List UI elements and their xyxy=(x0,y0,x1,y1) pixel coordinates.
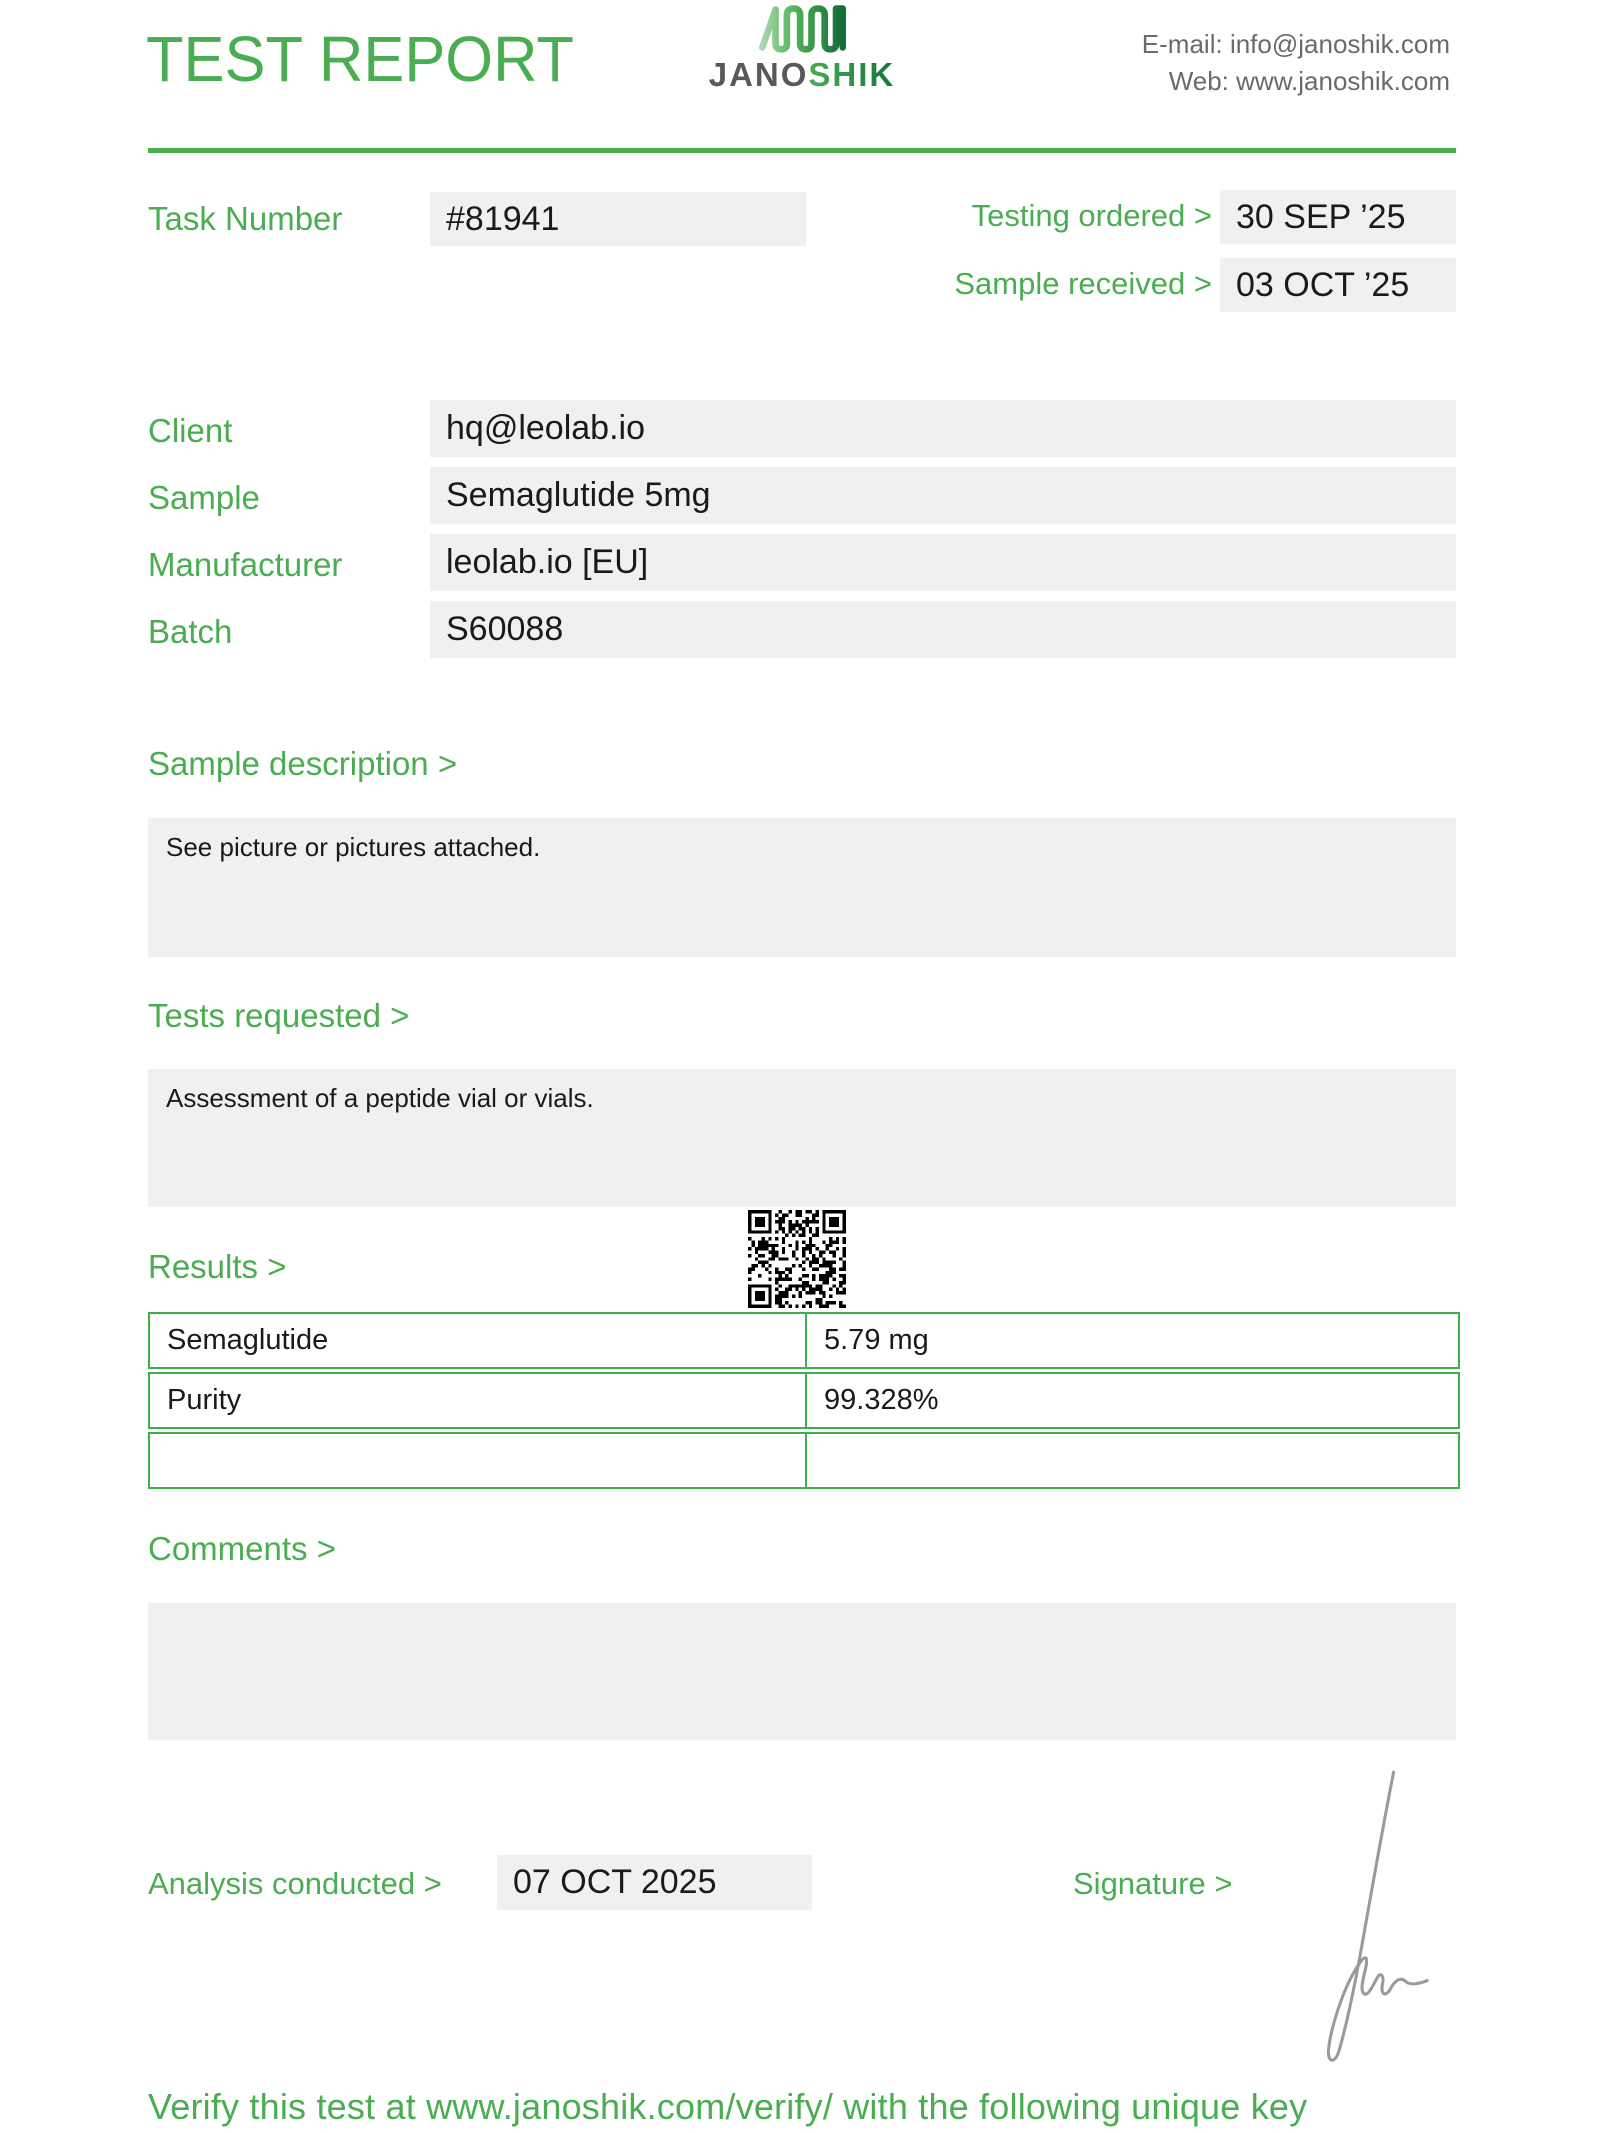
task-number-label: Task Number xyxy=(148,200,343,237)
table-row xyxy=(148,1432,1460,1489)
sample-received-value: 03 OCT ’25 xyxy=(1220,258,1456,312)
web-label: Web: xyxy=(1168,66,1229,96)
wordmark-dark-part: JANO xyxy=(708,56,809,93)
email-label: E-mail: xyxy=(1141,29,1223,59)
result-analyte: Purity xyxy=(150,1374,807,1427)
qr-code xyxy=(748,1210,846,1308)
web-value: www.janoshik.com xyxy=(1236,66,1450,96)
tests-requested-box: Assessment of a peptide vial or vials. xyxy=(148,1069,1456,1207)
signature-image xyxy=(1266,1762,1446,2067)
comments-box xyxy=(148,1603,1456,1740)
batch-label: Batch xyxy=(148,613,233,650)
signature-label: Signature > xyxy=(1073,1866,1233,1901)
verify-instruction: Verify this test at www.janoshik.com/verify/ with the following unique key xyxy=(148,2086,1308,2127)
comments-heading: Comments > xyxy=(148,1530,336,1567)
result-value xyxy=(807,1434,1458,1487)
contact-email xyxy=(1000,26,1450,63)
result-analyte: Semaglutide xyxy=(150,1314,807,1367)
sample-description-box: See picture or pictures attached. xyxy=(148,818,1456,957)
testing-ordered-value: 30 SEP ’25 xyxy=(1220,190,1456,244)
sample-value: Semaglutide 5mg xyxy=(430,467,1456,524)
janoshik-wordmark xyxy=(690,56,914,94)
contact-block xyxy=(1000,26,1450,100)
client-label: Client xyxy=(148,412,233,449)
email-value: info@janoshik.com xyxy=(1229,29,1450,59)
results-heading: Results > xyxy=(148,1248,287,1285)
results-table xyxy=(148,1312,1460,1492)
client-value: hq@leolab.io xyxy=(430,400,1456,457)
analysis-date-value: 07 OCT 2025 xyxy=(497,1855,812,1910)
manufacturer-label: Manufacturer xyxy=(148,546,343,583)
sample-description-heading: Sample description > xyxy=(148,745,458,782)
testing-ordered-label: Testing ordered > xyxy=(971,198,1212,233)
contact-web xyxy=(1000,63,1450,100)
result-value: 5.79 mg xyxy=(824,1324,929,1356)
task-number-value: #81941 xyxy=(430,192,806,246)
batch-value: S60088 xyxy=(430,601,1456,658)
analysis-conducted-label: Analysis conducted > xyxy=(148,1866,442,1901)
janoshik-logo-mark-icon xyxy=(752,2,852,54)
sample-label: Sample xyxy=(148,479,260,516)
header-divider xyxy=(148,148,1456,153)
table-row xyxy=(148,1372,1460,1429)
tests-requested-heading: Tests requested > xyxy=(148,997,410,1034)
table-row xyxy=(148,1312,1460,1369)
result-analyte xyxy=(150,1434,807,1487)
sample-received-label: Sample received > xyxy=(954,266,1212,301)
result-value: 99.328% xyxy=(824,1384,939,1416)
wordmark-green-part: SHIK xyxy=(808,56,896,93)
manufacturer-value: leolab.io [EU] xyxy=(430,534,1456,591)
page-title: TEST REPORT xyxy=(146,23,574,95)
